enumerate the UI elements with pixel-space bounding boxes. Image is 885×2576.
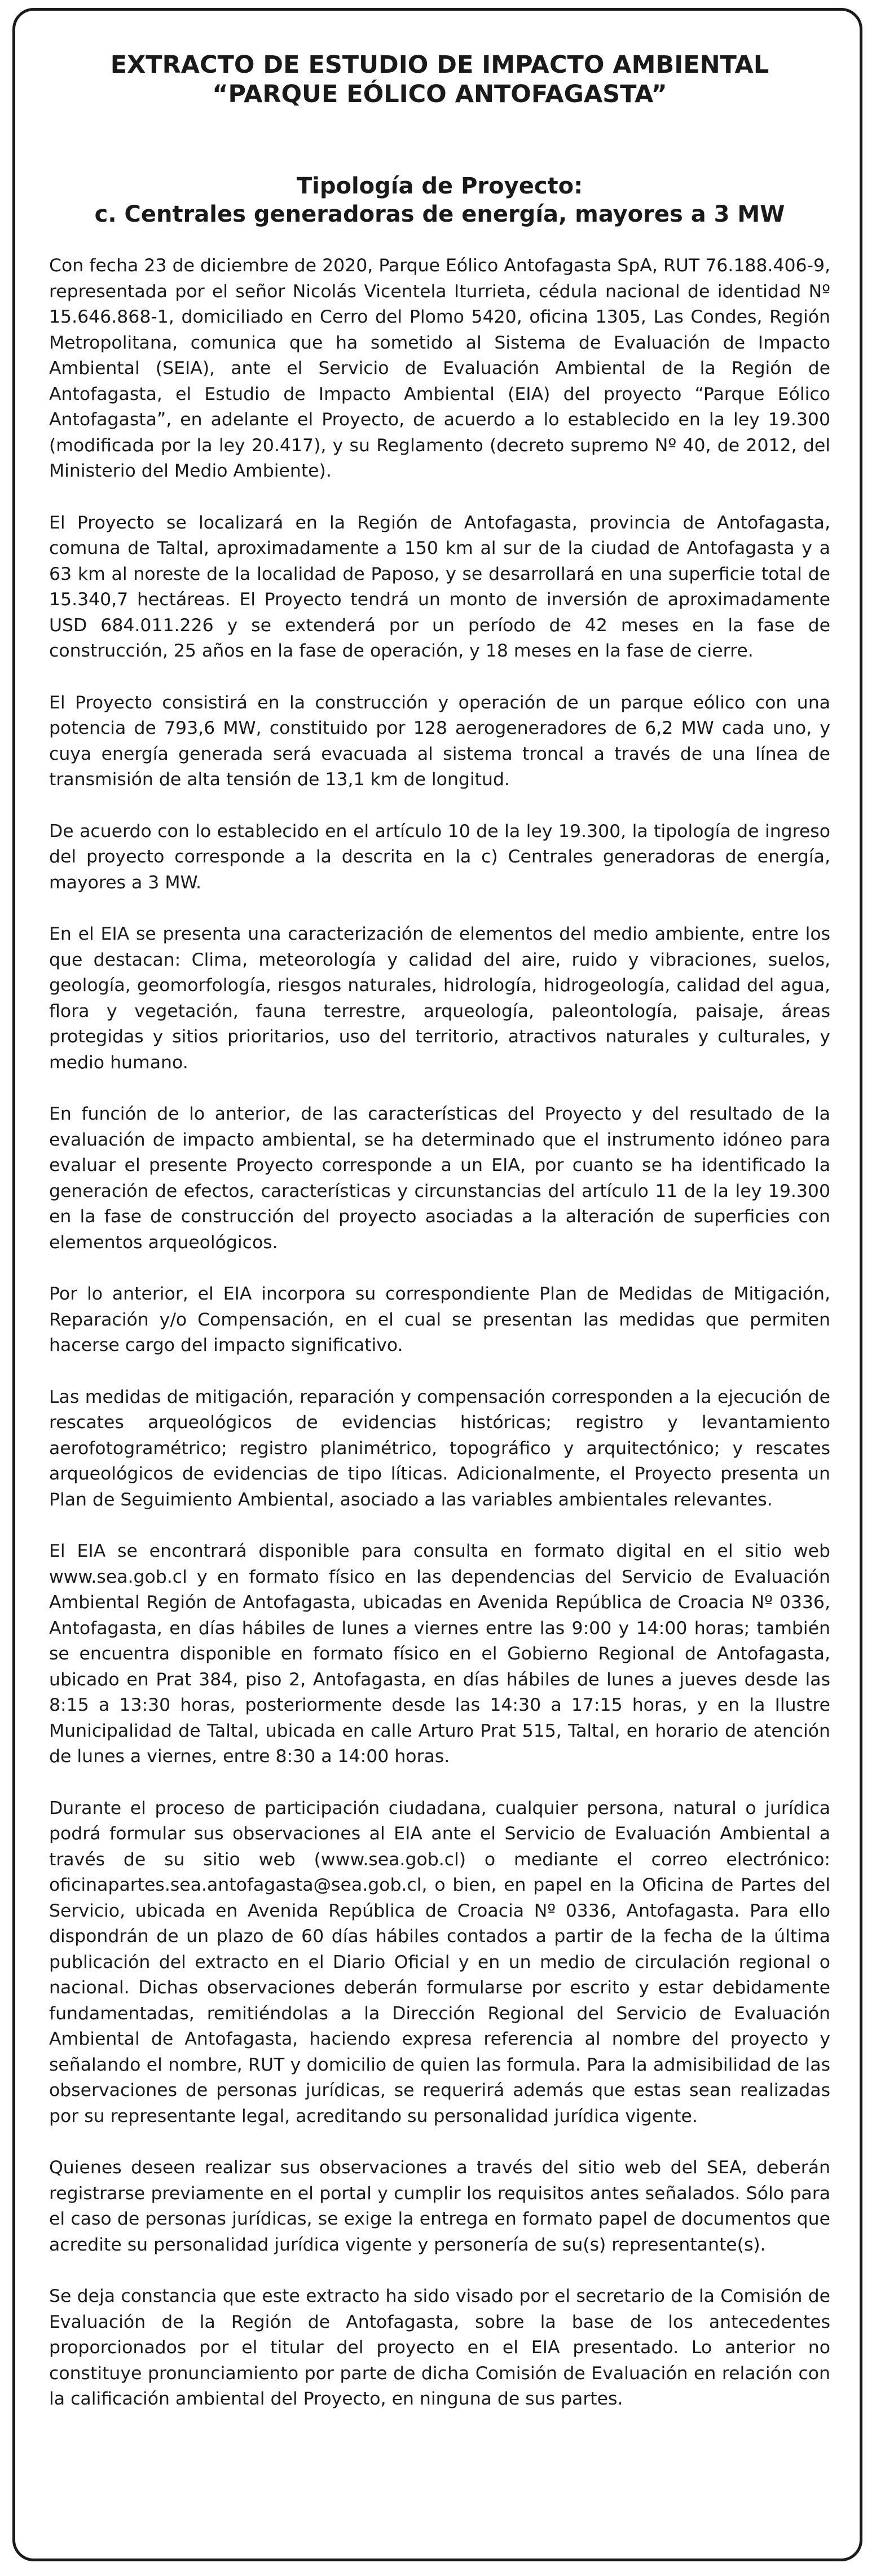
paragraph-7: Por lo anterior, el EIA incorpora su correspondiente Plan de Medidas de Mitigación, Reparación y/o Compensación, en el cual se presentan las medidas que permiten hacerse cargo del impacto significativo. — [49, 1284, 830, 1355]
project-typology-heading — [49, 172, 830, 228]
paragraph-2: El Proyecto se localizará en la Región de Antofagasta, provincia de Antofagasta, comuna de Taltal, aproximadamente a 150 km al sur de la ciudad de Antofagasta y a 63 km al noreste de la localidad de Paposo, y se desarrollará en una superficie total de 15.340,7 hectáreas. El Proyecto tendrá un monto de inversión de aproximadamente USD 684.011.226 y se extenderá por un período de 42 meses en la fase de construcción, 25 años en la fase de operación, y 18 meses en la fase de cierre. — [49, 512, 830, 661]
paragraph-5: En el EIA se presenta una caracterización de elementos del medio ambiente, entre los que destacan: Clima, meteorología y calidad del aire, ruido y vibraciones, suelos, geología, geomorfología, riesgos naturales, hidrología, hidrogeología, calidad del agua, flora y vegetación, fauna terrestre, arqueología, paleontología, paisaje, áreas protegidas y sitios prioritarios, uso del territorio, atractivos naturales y culturales, y medio humano. — [49, 924, 830, 1073]
subtitle-line-1: Tipología de Proyecto: — [296, 173, 583, 199]
title-line-2: “PARQUE EÓLICO ANTOFAGASTA” — [212, 80, 667, 108]
paragraph-6: En función de lo anterior, de las características del Proyecto y del resultado de la evaluación de impacto ambiental, se ha determinado que el instrumento idóneo para evaluar el presente Proyecto corresponde a un EIA, por cuanto se ha identificado la generación de efectos, características y circunstancias del artículo 11 de la ley 19.300 en la fase de construcción del proyecto asociadas a la alteración de superficies con elementos arqueológicos. — [49, 1104, 830, 1253]
document-title — [49, 50, 830, 109]
title-line-1: EXTRACTO DE ESTUDIO DE IMPACTO AMBIENTAL — [110, 51, 769, 79]
paragraph-12: Se deja constancia que este extracto ha sido visado por el secretario de la Comisión de Evaluación de la Región de Antofagasta, sobre la base de los antecedentes proporcionados por el titular del proyecto en el EIA presentado. Lo anterior no constituye pronunciamiento por parte de dicha Comisión de Evaluación en relación con la calificación ambiental del Proyecto, en ninguna de sus partes. — [49, 2286, 830, 2409]
document-body — [49, 253, 830, 2412]
paragraph-3: El Proyecto consistirá en la construcción y operación de un parque eólico con una potencia de 793,6 MW, constituido por 128 aerogeneradores de 6,2 MW cada uno, y cuya energía generada será evacuada al sistema troncal a través de una línea de transmisión de alta tensión de 13,1 km de longitud. — [49, 692, 830, 790]
paragraph-9: El EIA se encontrará disponible para consulta en formato digital en el sitio web www.sea.gob.cl y en formato físico en las dependencias del Servicio de Evaluación Ambiental Región de Antofagasta, ubicadas en Avenida República de Croacia Nº 0336, Antofagasta, en días hábiles de lunes a viernes entre las 9:00 y 14:00 horas; también se encuentra disponible en formato físico en el Gobierno Regional de Antofagasta, ubicado en Prat 384, piso 2, Antofagasta, en días hábiles de lunes a jueves desde las 8:15 a 13:30 horas, posteriormente desde las 14:30 a 17:15 horas, y en la Ilustre Municipalidad de Taltal, ubicada en calle Arturo Prat 515, Taltal, en horario de atención de lunes a viernes, entre 8:30 a 14:00 horas. — [49, 1541, 830, 1767]
subtitle-line-2: c. Centrales generadoras de energía, mayores a 3 MW — [94, 201, 785, 227]
paragraph-10: Durante el proceso de participación ciudadana, cualquier persona, natural o jurídica podrá formular sus observaciones al EIA ante el Servicio de Evaluación Ambiental a través de su sitio web (www.sea.gob.cl) o mediante el correo electrónico: oficinapartes.sea.antofagasta@sea.gob.cl, o bien, en papel en la Oficina de Partes del Servicio, ubicada en Avenida República de Croacia Nº 0336, Antofagasta. Para ello dispondrán de un plazo de 60 días hábiles contados a partir de la fecha de la última publicación del extracto en el Diario Oficial y en un medio de circulación regional o nacional. Dichas observaciones deberán formularse por escrito y estar debidamente fundamentadas, remitiéndolas a la Dirección Regional del Servicio de Evaluación Ambiental de Antofagasta, haciendo expresa referencia al nombre del proyecto y señalando el nombre, RUT y domicilio de quien las formula. Para la admisibilidad de las observaciones de personas jurídicas, se requerirá además que estas sean realizadas por su representante legal, acreditando su personalidad jurídica vigente. — [49, 1798, 830, 2126]
document-content — [49, 50, 830, 2438]
paragraph-8: Las medidas de mitigación, reparación y compensación corresponden a la ejecución de rescates arqueológicos de evidencias históricas; registro y levantamiento aerofotogramétrico; registro planimétrico, topográfico y arquitectónico; y rescates arqueológicos de evidencias de tipo líticas. Adicionalmente, el Proyecto presenta un Plan de Seguimiento Ambiental, asociado a las variables ambientales relevantes. — [49, 1386, 830, 1510]
document-frame — [12, 8, 862, 2561]
paragraph-4: De acuerdo con lo establecido en el artículo 10 de la ley 19.300, la tipología de ingreso del proyecto corresponde a la descrita en la c) Centrales generadoras de energía, mayores a 3 MW. — [49, 821, 830, 893]
paragraph-1: Con fecha 23 de diciembre de 2020, Parque Eólico Antofagasta SpA, RUT 76.188.406-9, representada por el señor Nicolás Vicentela Iturrieta, cédula nacional de identidad Nº 15.646.868-1, domiciliado en Cerro del Plomo 5420, oficina 1305, Las Condes, Región Metropolitana, comunica que ha sometido al Sistema de Evaluación de Impacto Ambiental (SEIA), ante el Servicio de Evaluación Ambiental de la Región de Antofagasta, el Estudio de Impacto Ambiental (EIA) del proyecto “Parque Eólico Antofagasta”, en adelante el Proyecto, de acuerdo a lo establecido en la ley 19.300 (modificada por la ley 20.417), y su Reglamento (decreto supremo Nº 40, de 2012, del Ministerio del Medio Ambiente). — [49, 256, 830, 481]
paragraph-11: Quienes deseen realizar sus observaciones a través del sitio web del SEA, deberán registrarse previamente en el portal y cumplir los requisitos antes señalados. Sólo para el caso de personas jurídicas, se exige la entrega en formato papel de documentos que acredite su personalidad jurídica vigente y personería de su(s) representante(s). — [49, 2157, 830, 2255]
